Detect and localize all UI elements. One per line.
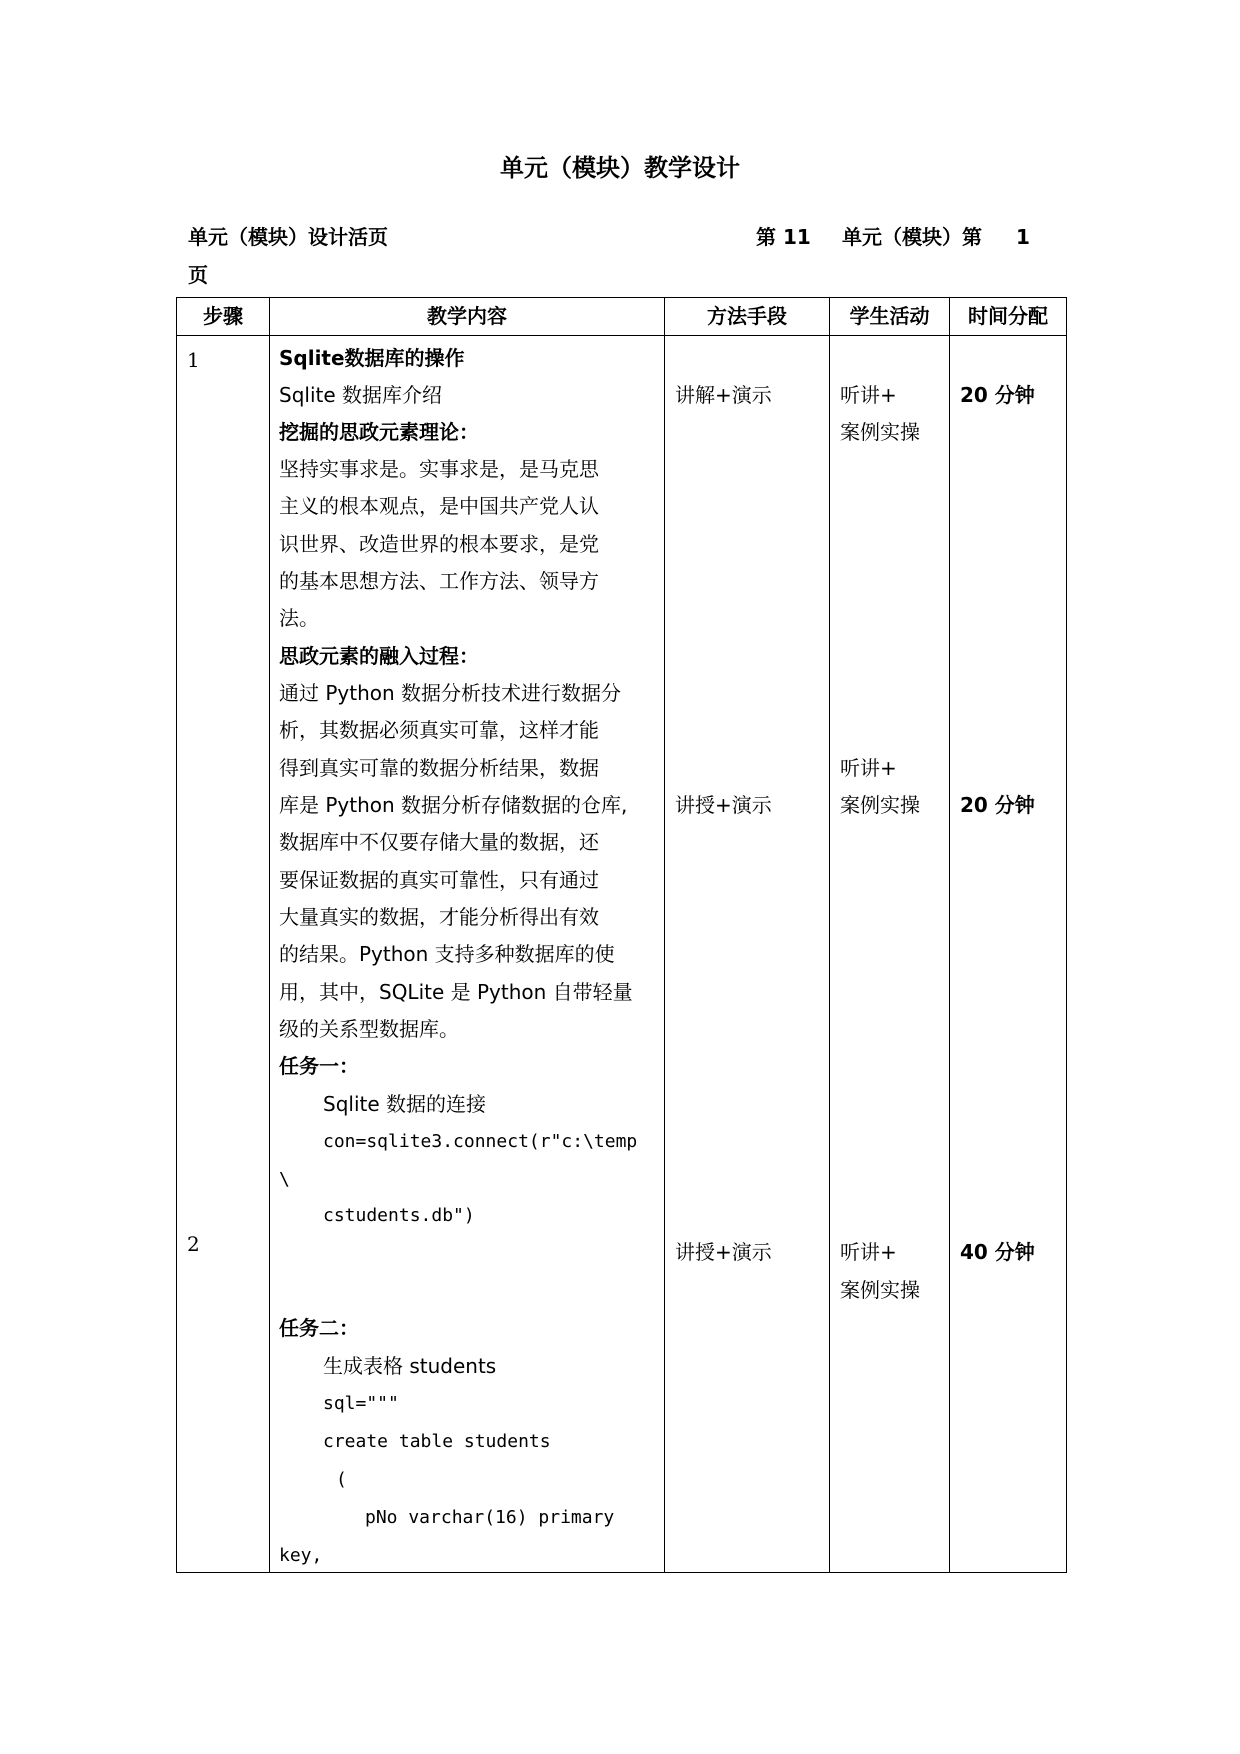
lesson-table [176,297,1067,1573]
activity-text: 听讲+ [840,756,897,780]
task2-code-line: pNo varchar(16) primary [365,1507,615,1528]
process-line: 用，其中，SQLite 是 Python 自带轻量 [279,980,633,1004]
process-heading: 思政元素的融入过程： [279,644,479,668]
time-text: 20 分钟 [960,383,1035,407]
activity-cell [830,336,950,1573]
activity-text: 听讲+ [840,1240,897,1264]
theory-line: 的基本思想方法、工作方法、领导方 [279,569,599,593]
header-unit-module: 单元（模块）第 [842,225,982,249]
time-text: 40 分钟 [960,1240,1035,1264]
theory-line: 主义的根本观点，是中国共产党人认 [279,494,599,518]
task2-code-line: sql=""" [323,1393,399,1414]
header-page-char: 页 [188,263,208,287]
activity-text: 案例实操 [840,420,920,444]
table-header-row [177,298,1067,336]
theory-line: 坚持实事求是。实事求是，是马克思 [279,457,599,481]
step-cell [177,336,270,1573]
document-title: 单元（模块）教学设计 [500,154,740,182]
task2-heading: 任务二： [279,1316,359,1340]
method-text: 讲授+演示 [675,793,772,817]
method-text: 讲解+演示 [675,383,772,407]
step-number: 1 [187,348,200,372]
column-header-content: 教学内容 [270,298,665,336]
column-header-time: 时间分配 [950,298,1067,336]
section-title: Sqlite数据库的操作 [279,346,465,370]
header-left: 单元（模块）设计活页 [188,225,388,249]
column-header-step: 步骤 [177,298,270,336]
process-line: 要保证数据的真实可靠性，只有通过 [279,868,599,892]
time-text: 20 分钟 [960,793,1035,817]
method-text: 讲授+演示 [675,1240,772,1264]
process-line: 析，其数据必须真实可靠，这样才能 [279,718,599,742]
theory-heading: 挖掘的思政元素理论： [279,420,479,444]
task2-code-line: ( [336,1469,347,1490]
task1-code-line: \ [279,1169,290,1190]
theory-line: 法。 [279,606,319,630]
process-line: 大量真实的数据，才能分析得出有效 [279,905,599,929]
task2-code-line: create table students [323,1431,551,1452]
table-row [177,336,1067,1573]
process-line: 的结果。Python 支持多种数据库的使 [279,942,615,966]
task1-code-line: cstudents.db") [323,1205,475,1226]
header-page-number: 1 [1016,225,1030,249]
task2-description: 生成表格 students [323,1354,497,1378]
column-header-activity: 学生活动 [830,298,950,336]
task1-description: Sqlite 数据的连接 [323,1092,487,1116]
activity-text: 案例实操 [840,793,920,817]
step-number: 2 [187,1232,200,1256]
process-line: 得到真实可靠的数据分析结果，数据 [279,756,599,780]
content-cell [270,336,665,1573]
column-header-method: 方法手段 [665,298,830,336]
task1-heading: 任务一： [279,1054,359,1078]
process-line: 库是 Python 数据分析存储数据的仓库, [279,793,628,817]
method-cell [665,336,830,1573]
task1-code-line: con=sqlite3.connect(r"c:\temp [323,1131,638,1152]
activity-text: 听讲+ [840,383,897,407]
time-cell [950,336,1067,1573]
intro-text: Sqlite 数据库介绍 [279,383,443,407]
process-line: 级的关系型数据库。 [279,1017,459,1041]
task2-code-line: key, [279,1545,323,1566]
activity-text: 案例实操 [840,1278,920,1302]
header-unit: 第 11 [756,225,811,249]
process-line: 通过 Python 数据分析技术进行数据分 [279,681,622,705]
theory-line: 识世界、改造世界的根本要求，是党 [279,532,599,556]
process-line: 数据库中不仅要存储大量的数据，还 [279,830,599,854]
